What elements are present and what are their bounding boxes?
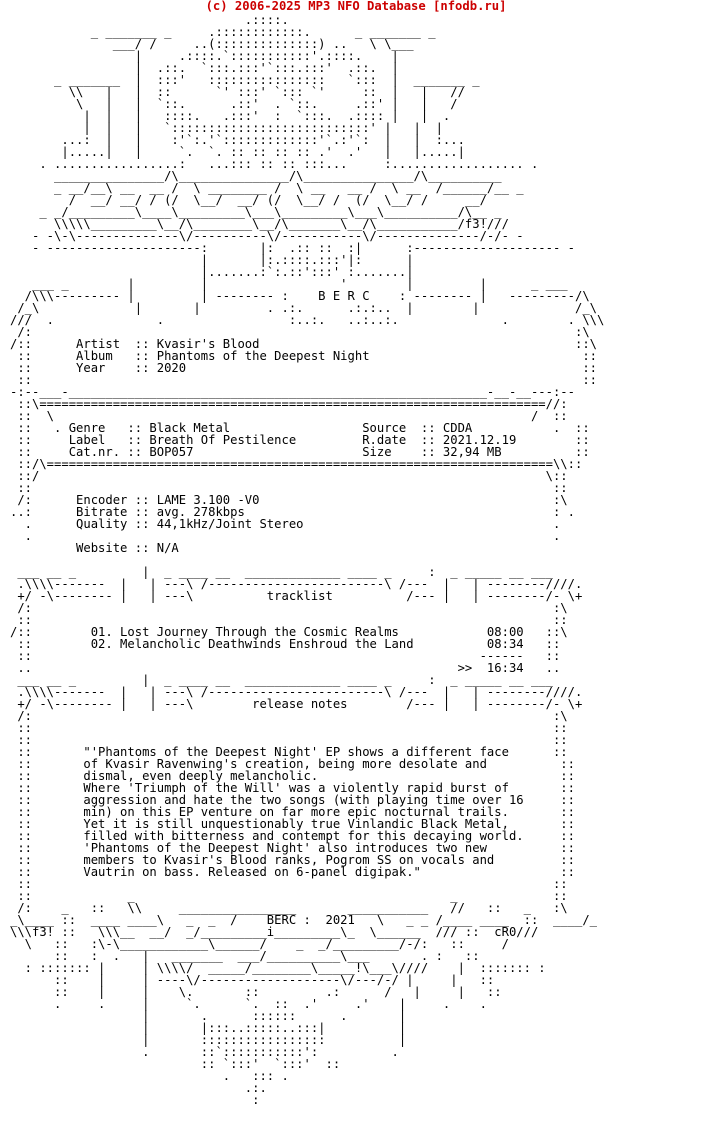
nfo-document: .::::. _ _______ _ .::::::::::::. _ _______ _ ___/ / ..(::::::::::::::) .. \ \___ | .::::.`:::::::::::'.::::. | | .::. `:::.:::'`:::.:::' .::. | _ _______ | :::' :::::::::::::::: `::: | _______ _ \\ | | :: `' :::' `::: `' :: | | // \ | | `::. .::' . `::. .::' | | / | | | ::::. .:::' : `:::. .:::: | | . | | | `:::::::::::::::::::::::::::' | | | ...: | | :'`:.'`:::::::::::::'`.:'`: | | :... |.....| | `. `. :: :: :: :: .' .' | |.....| . .................: ...::: :: :: :::... :.................. . _______________/\_______________/\_______________/\__________ _ __/__\ __ __ / \ ________ / \ __ __ / \ __ /______/__ _ / __/ __/ / (/ \__/ __/ (/ \__/ / (/ \__/ / __/ _ _/_________\____\_________\___\_________\___\__________/\__ _ \\\\\_________\__/\________\__/\_______\__/\___________/f3!/// - -\-\--------------\/----------\/-----------\/--------------/-/- - - ---------------------: |: .:: :: :| :-------------------- - | |:.::::.:::'|: | |.......:`:.::':::' :.......| ___ _ | | ' | | _ ___ /\\\--------- | | -------- : B E R C : -------- | ---------/\ /_\ | | . .:. .:.:.. | | /_\ /// . . :..:. ..:..:. . . \\\ /: :\ /:: Artist :: Kvasir's Blood ::\ :: Album :: Phantoms of the Deepest Night :: :: Year :: 2020 :: :: :: -:--___-_________________________________________________________-__-__---:-- ::\=====================================================================//: :: \ / :: :: . Genre :: Black Metal Source :: CDDA . :: :: Label :: Breath Of Pestilence R.date :: 2021.12.19 :: :: Cat.nr. :: BOP057 Size :: 32,94 MB :: ::/\=====================================================================\\:: ::/ \:: :: :: /: Encoder :: LAME 3.100 -V0 :\ ..: Bitrate :: avg. 278kbps : . . Quality :: 44,1kHz/Joint Stereo . . . Website :: N/A ___ __ _ | _ ____ __ _____________ ____ _ : _ _____ __ ___ .\\\\------- | | ---\ /------------------------\ /--- | | --------////. +/ -\-------- | | ---\ tracklist /--- | | --------/- \+ /: :\ :: :: /:: 01. Lost Journey Through the Cosmic Realms 08:00 ::\ :: 02. Melancholic Deathwinds Enshroud the Land 08:34 :: :: ------ :: .. >> 16:34 .. ___ __ _ | _ ____ __ _____________ ____ _ : _ _____ __ ___ .\\\\------- | | ---\ /------------------------\ /--- | | --------////. +/ -\-------- | | ---\ release notes /--- | | --------/- \+ /: :\ :: :: :: :: :: "'Phantoms of the Deepest Night' EP shows a different face :: :: of Kvasir Ravenwing's creation, being more desolate and :: :: dismal, even deeply melancholic. :: :: Where 'Triumph of the Will' was a violently rapid burst of :: :: aggression and hate the two songs (with playing time over 16 :: :: min) on this EP venture on far more epic nocturnal trails. :: :: Yet it is still unquestionably true Vinlandic Black Metal, :: :: filled with bitterness and contempt for this decaying world. :: :: 'Phantoms of the Deepest Night' also introduces two new :: :: members to Kvasir's Blood ranks, Pogrom SS on vocals and :: :: Vautrin on bass. Released on 6-panel digipak." :: :: :: :: _ _ :: /: _ :: \\ ________________ ___________ // :: _ :\ _\____ :: ____ ____\ _ _ / BERC : 2021 \ _ _ /____ ____ :: ____/_ \\\f3! :: \\\__ __/ _/_________i_________\_ \______ /// :: cR0/// \ :: :\-\____________\______/ _ _/_________/-/: :: / :: : . | _______ ___/__________\___ . : :: : ::::::: | | \\\\/ _____/________\_____!\___\//// | ::::::: : :: | | ----\/-------------------\/---/-/ | | :: :: | | \. :: .: / | | :: . . | `. `. :: .' .' | . . | . :::::: . | | |:::..:::::..:::| | | ::::::::::::::::: | . ::`:::::::::::': . :: `:::' `:::' :: . ::: . .:. : [10,13,605,1107]
nfodb-header: (c) 2006-2025 MP3 NFO Database [nfodb.ru] [205,0,507,13]
